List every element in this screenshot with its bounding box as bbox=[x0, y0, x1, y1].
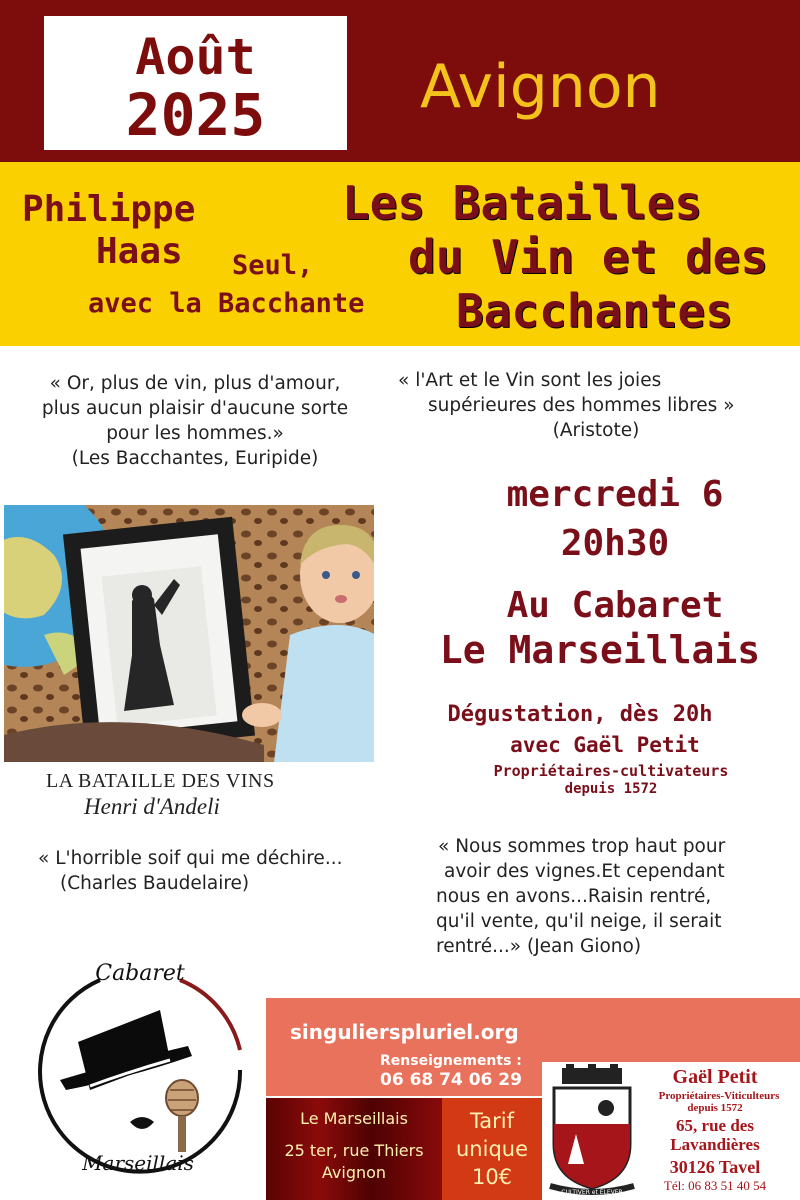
price-value: 10€ bbox=[471, 1165, 513, 1189]
logo-bottom-text: Marseillais bbox=[82, 1151, 194, 1175]
host-since: depuis 1572 bbox=[564, 781, 658, 797]
quote-line: « Nous sommes trop haut pour bbox=[438, 836, 726, 857]
quote-line: « Or, plus de vin, plus d'amour, bbox=[49, 373, 341, 394]
quote-line: pour les hommes.» bbox=[106, 423, 284, 444]
quote-line: nous en avons...Raisin rentré, bbox=[436, 886, 712, 907]
producer-address-line-2: Lavandières bbox=[670, 1135, 760, 1154]
tasting-time: Dégustation, dès 20h bbox=[447, 702, 713, 727]
photo-framed-print bbox=[4, 505, 374, 762]
quote-line: qu'il vente, qu'il neige, il serait bbox=[436, 911, 722, 932]
venue-address-city: Avignon bbox=[321, 1163, 387, 1182]
logo-top-text: Cabaret bbox=[95, 961, 185, 986]
quote-aristote bbox=[392, 368, 800, 443]
quote-giono bbox=[436, 834, 800, 959]
lips-icon bbox=[130, 1117, 154, 1129]
date-box bbox=[44, 16, 347, 150]
author-first-name: Philippe bbox=[22, 189, 196, 230]
producer-subtitle: Propriétaires-Viticulteurs bbox=[658, 1090, 780, 1102]
quote-attribution: (Aristote) bbox=[552, 420, 640, 441]
quote-attribution: (Charles Baudelaire) bbox=[60, 873, 250, 894]
quote-line: supérieures des hommes libres » bbox=[428, 395, 735, 416]
quote-line: avoir des vignes.Et cependant bbox=[444, 861, 725, 882]
show-title-line-2: du Vin et des bbox=[408, 230, 769, 284]
event-day: mercredi 6 bbox=[506, 474, 724, 515]
city-title: Avignon bbox=[420, 52, 661, 122]
producer-city: 30126 Tavel bbox=[669, 1157, 761, 1177]
quote-line: « l'Art et le Vin sont les joies bbox=[398, 370, 662, 391]
info-label: Renseignements : bbox=[380, 1053, 522, 1069]
show-title-line-3: Bacchantes bbox=[456, 284, 733, 338]
tasting-host: avec Gaël Petit bbox=[510, 733, 700, 757]
date-year: 2025 bbox=[125, 81, 266, 149]
cabaret-logo bbox=[20, 950, 260, 1190]
print-caption-author: Henri d'Andeli bbox=[84, 794, 220, 819]
host-description: Propriétaires-cultivateurs bbox=[493, 762, 729, 780]
price-label-1: Tarif bbox=[469, 1109, 515, 1133]
website-link[interactable]: singulierspluriel.org bbox=[290, 1020, 519, 1044]
quote-line: « L'horrible soif qui me déchire... bbox=[38, 848, 343, 869]
print-caption-title: LA BATAILLE DES VINS bbox=[46, 770, 275, 792]
venue-line-1: Au Cabaret bbox=[506, 585, 724, 626]
alone-text: Seul, bbox=[232, 250, 314, 281]
quote-attribution: rentré...» (Jean Giono) bbox=[436, 936, 642, 957]
microphone-icon bbox=[166, 1080, 198, 1152]
quote-line: plus aucun plaisir d'aucune sorte bbox=[41, 398, 349, 419]
quote-euripide bbox=[10, 371, 380, 471]
producer-address-line-1: 65, rue des bbox=[676, 1116, 754, 1135]
venue-line-2: Le Marseillais bbox=[439, 628, 761, 672]
venue-address-name: Le Marseillais bbox=[300, 1109, 408, 1128]
producer-name: Gaël Petit bbox=[672, 1066, 758, 1088]
date-month: Août bbox=[135, 28, 256, 86]
quote-attribution: (Les Bacchantes, Euripide) bbox=[71, 448, 319, 469]
with-bacchante-text: avec la Bacchante bbox=[88, 288, 365, 319]
quote-baudelaire bbox=[38, 846, 398, 896]
show-title-line-1: Les Batailles bbox=[342, 176, 703, 230]
producer-since: depuis 1572 bbox=[687, 1102, 743, 1114]
author-last-name: Haas bbox=[96, 231, 183, 272]
price-label-2: unique bbox=[455, 1137, 528, 1161]
venue-address-street: 25 ter, rue Thiers bbox=[284, 1141, 424, 1160]
crest-motto: CULTIVER et ÉLEVER bbox=[561, 1189, 623, 1196]
event-time: 20h30 bbox=[560, 523, 670, 564]
info-phone: 06 68 74 06 29 bbox=[380, 1070, 522, 1090]
producer-phone: Tél: 06 83 51 40 54 bbox=[663, 1178, 767, 1193]
coat-of-arms-icon bbox=[546, 1064, 638, 1198]
